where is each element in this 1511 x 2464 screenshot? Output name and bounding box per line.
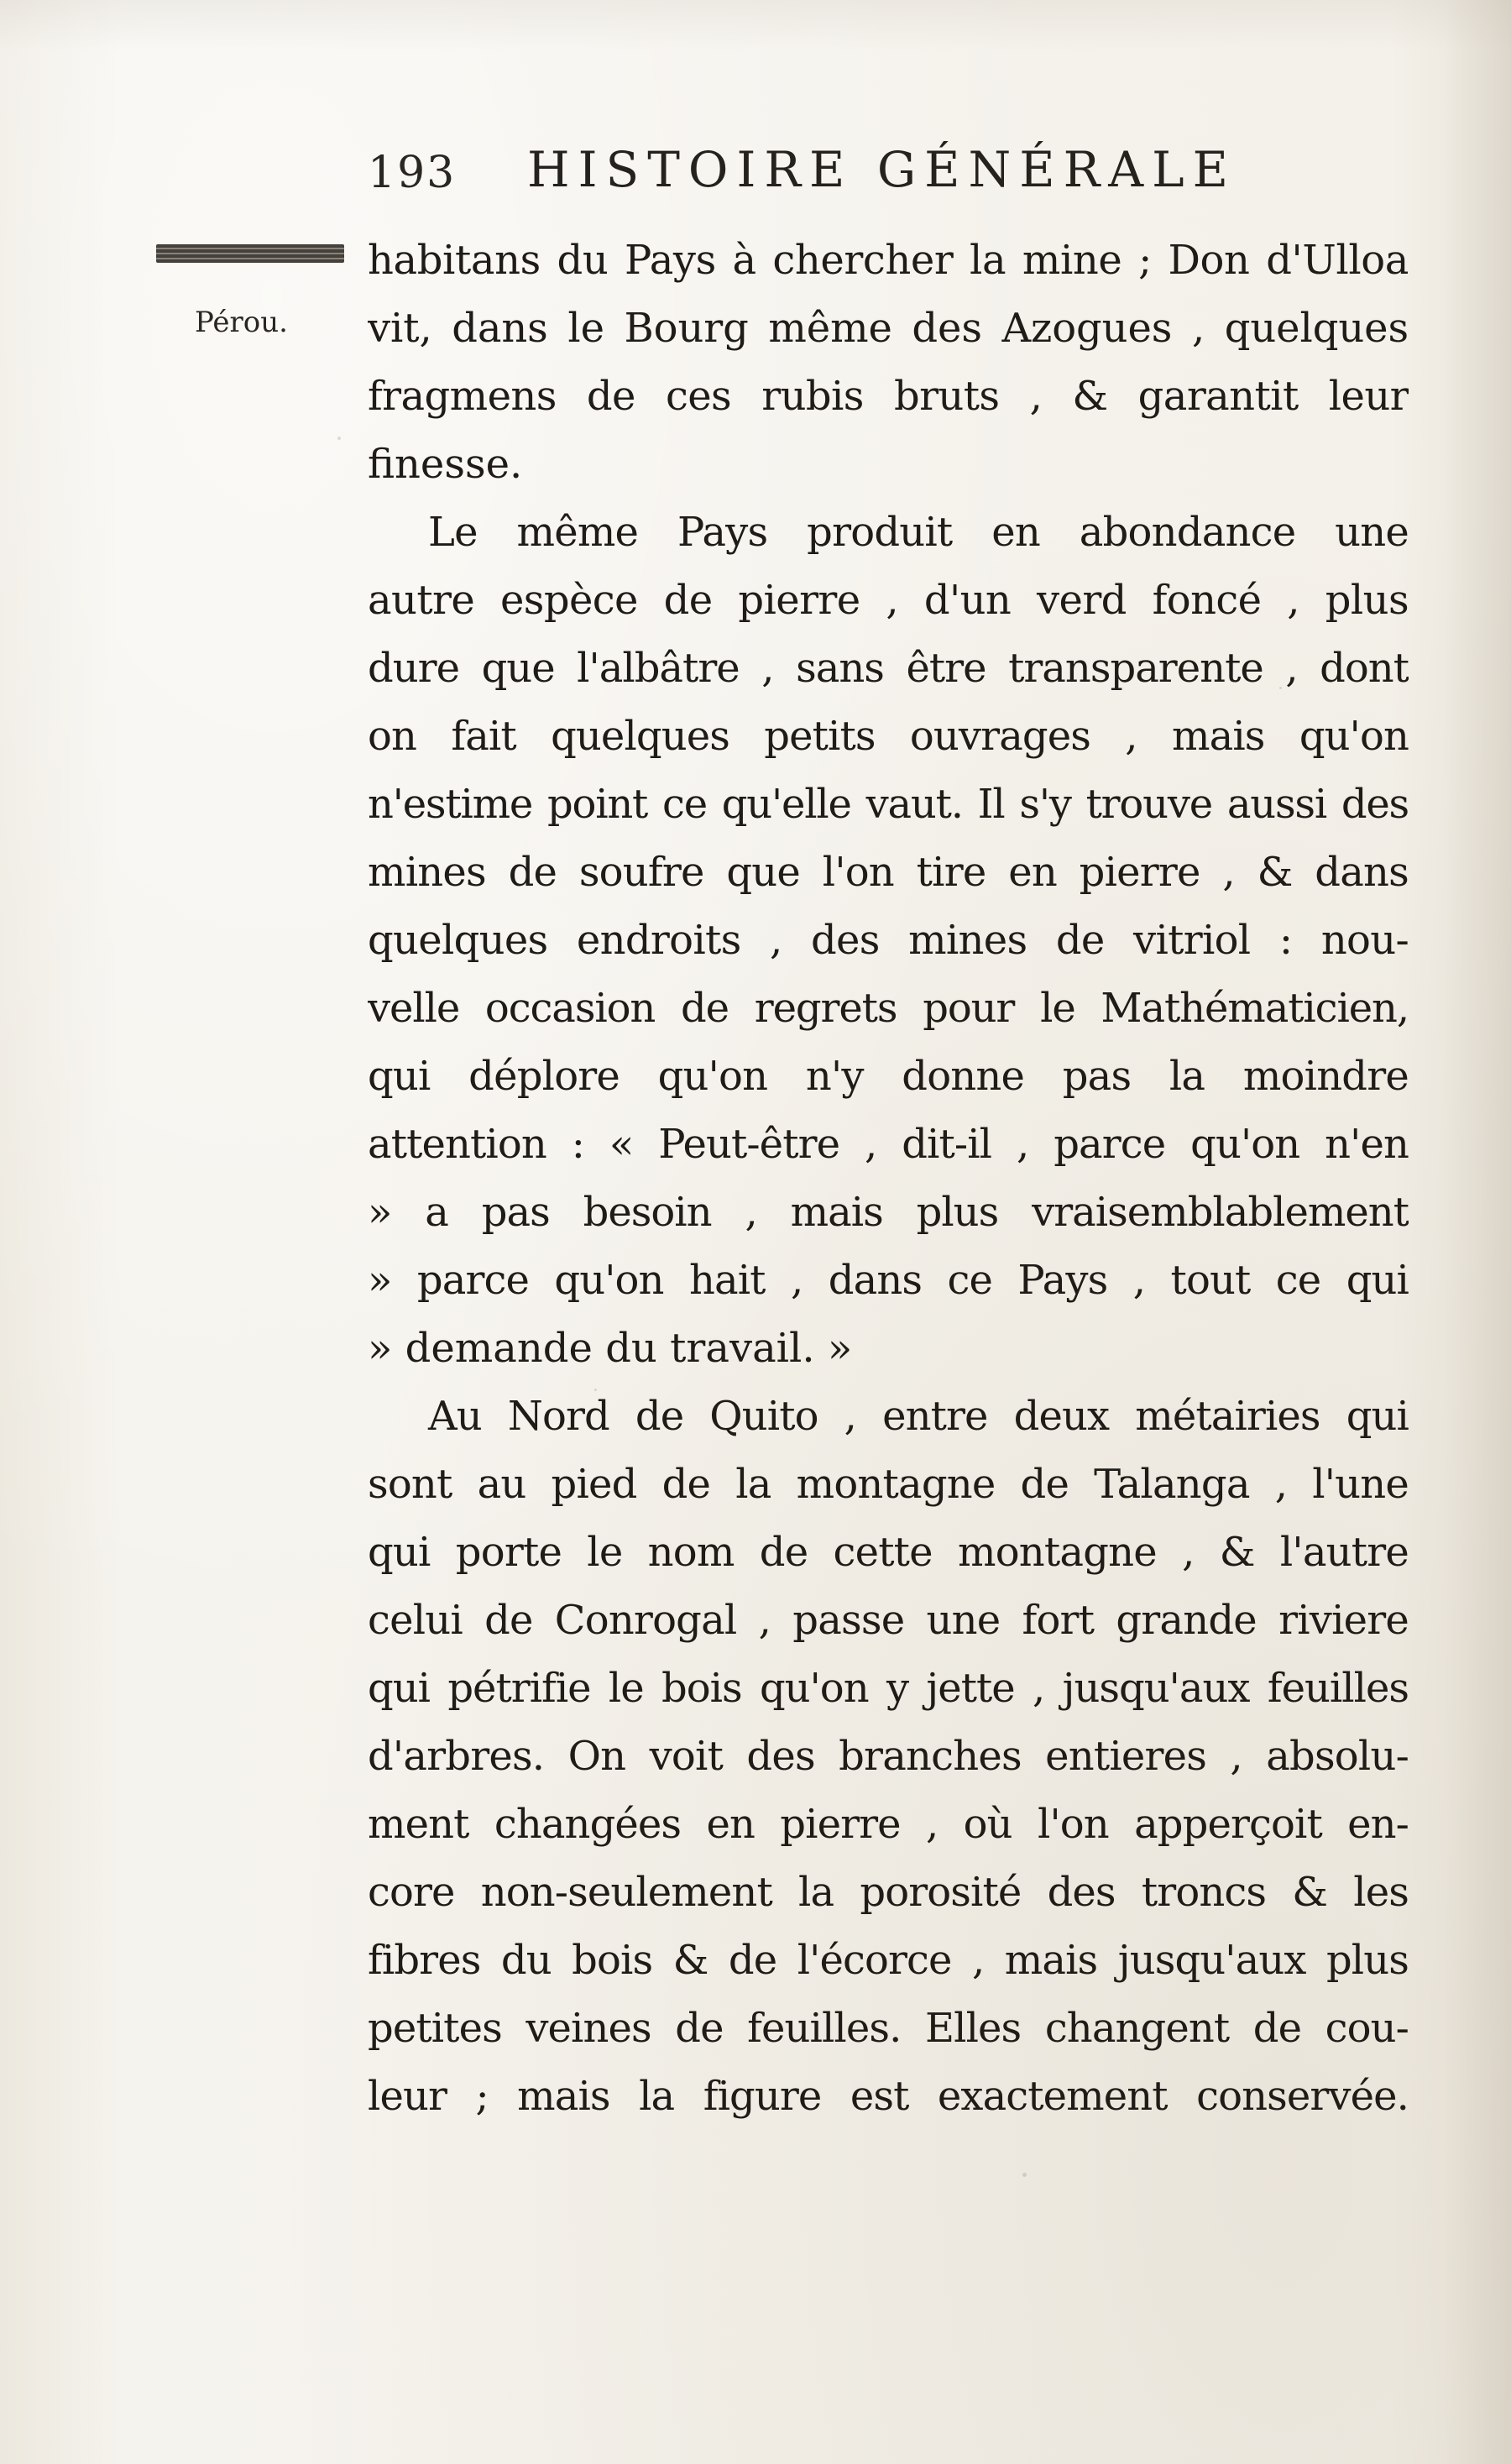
text-line: celui de Conrogal , passe une fort grande riviere [368, 1597, 1409, 1644]
text-line: » parce qu'on hait , dans ce Pays , tout ce qui [368, 1257, 1409, 1304]
paper-speck [1022, 2173, 1027, 2177]
text-line: qui pétrifie le bois qu'on y jette , jusqu'aux feuilles [368, 1665, 1409, 1712]
text-line: quelques endroits , des mines de vitriol : nou- [368, 917, 1409, 964]
text-line: n'estime point ce qu'elle vaut. Il s'y trouve aussi des [368, 781, 1409, 828]
margin-note: Pérou. [195, 306, 288, 339]
paper-speck [1279, 687, 1282, 689]
text-line: ment changées en pierre , où l'on apperçoit en- [368, 1801, 1409, 1848]
text-line: vit, dans le Bourg même des Azogues , quelques [368, 305, 1409, 352]
text-line: velle occasion de regrets pour le Mathématicien, [368, 985, 1409, 1032]
page-number: 193 [368, 148, 457, 198]
text-line: dure que l'albâtre , sans être transparente , dont [368, 645, 1409, 692]
paper-speck [337, 437, 341, 440]
text-line: d'arbres. On voit des branches entieres , absolu- [368, 1733, 1409, 1780]
text-line: fragmens de ces rubis bruts , & garantit leur [368, 373, 1409, 420]
paper-speck [594, 1389, 597, 1391]
text-line: autre espèce de pierre , d'un verd foncé , plus [368, 577, 1409, 624]
running-title: HISTOIRE GÉNÉRALE [527, 141, 1237, 198]
margin-rule [156, 244, 344, 263]
text-line: qui déplore qu'on n'y donne pas la moindre [368, 1053, 1409, 1100]
text-line: habitans du Pays à chercher la mine ; Don d'Ulloa [368, 237, 1409, 284]
text-line: » demande du travail. » [368, 1325, 853, 1372]
running-header [368, 141, 1425, 208]
paper-shadow-right [1444, 0, 1511, 2464]
text-line: attention : « Peut-être , dit-il , parce qu'on n'en [368, 1121, 1409, 1168]
text-line: qui porte le nom de cette montagne , & l'autre [368, 1529, 1409, 1576]
text-line: sont au pied de la montagne de Talanga , l'une [368, 1461, 1409, 1508]
text-line: mines de soufre que l'on tire en pierre , & dans [368, 849, 1409, 896]
text-line: petites veines de feuilles. Elles changent de cou- [368, 2005, 1409, 2052]
paper-shadow-top [0, 0, 1511, 50]
text-line: on fait quelques petits ouvrages , mais qu'on [368, 713, 1409, 760]
body-text [368, 227, 1409, 2131]
text-line: leur ; mais la figure est exactement conservée. [368, 2073, 1409, 2120]
text-line: finesse. [368, 441, 523, 488]
paragraph-start-line: Au Nord de Quito , entre deux métairies qui [428, 1393, 1409, 1440]
paragraph-start-line: Le même Pays produit en abondance une [428, 509, 1409, 556]
text-line: » a pas besoin , mais plus vraisemblablement [368, 1189, 1409, 1236]
text-line: fibres du bois & de l'écorce , mais jusqu'aux plus [368, 1937, 1409, 1984]
text-line: core non-seulement la porosité des troncs & les [368, 1869, 1409, 1916]
